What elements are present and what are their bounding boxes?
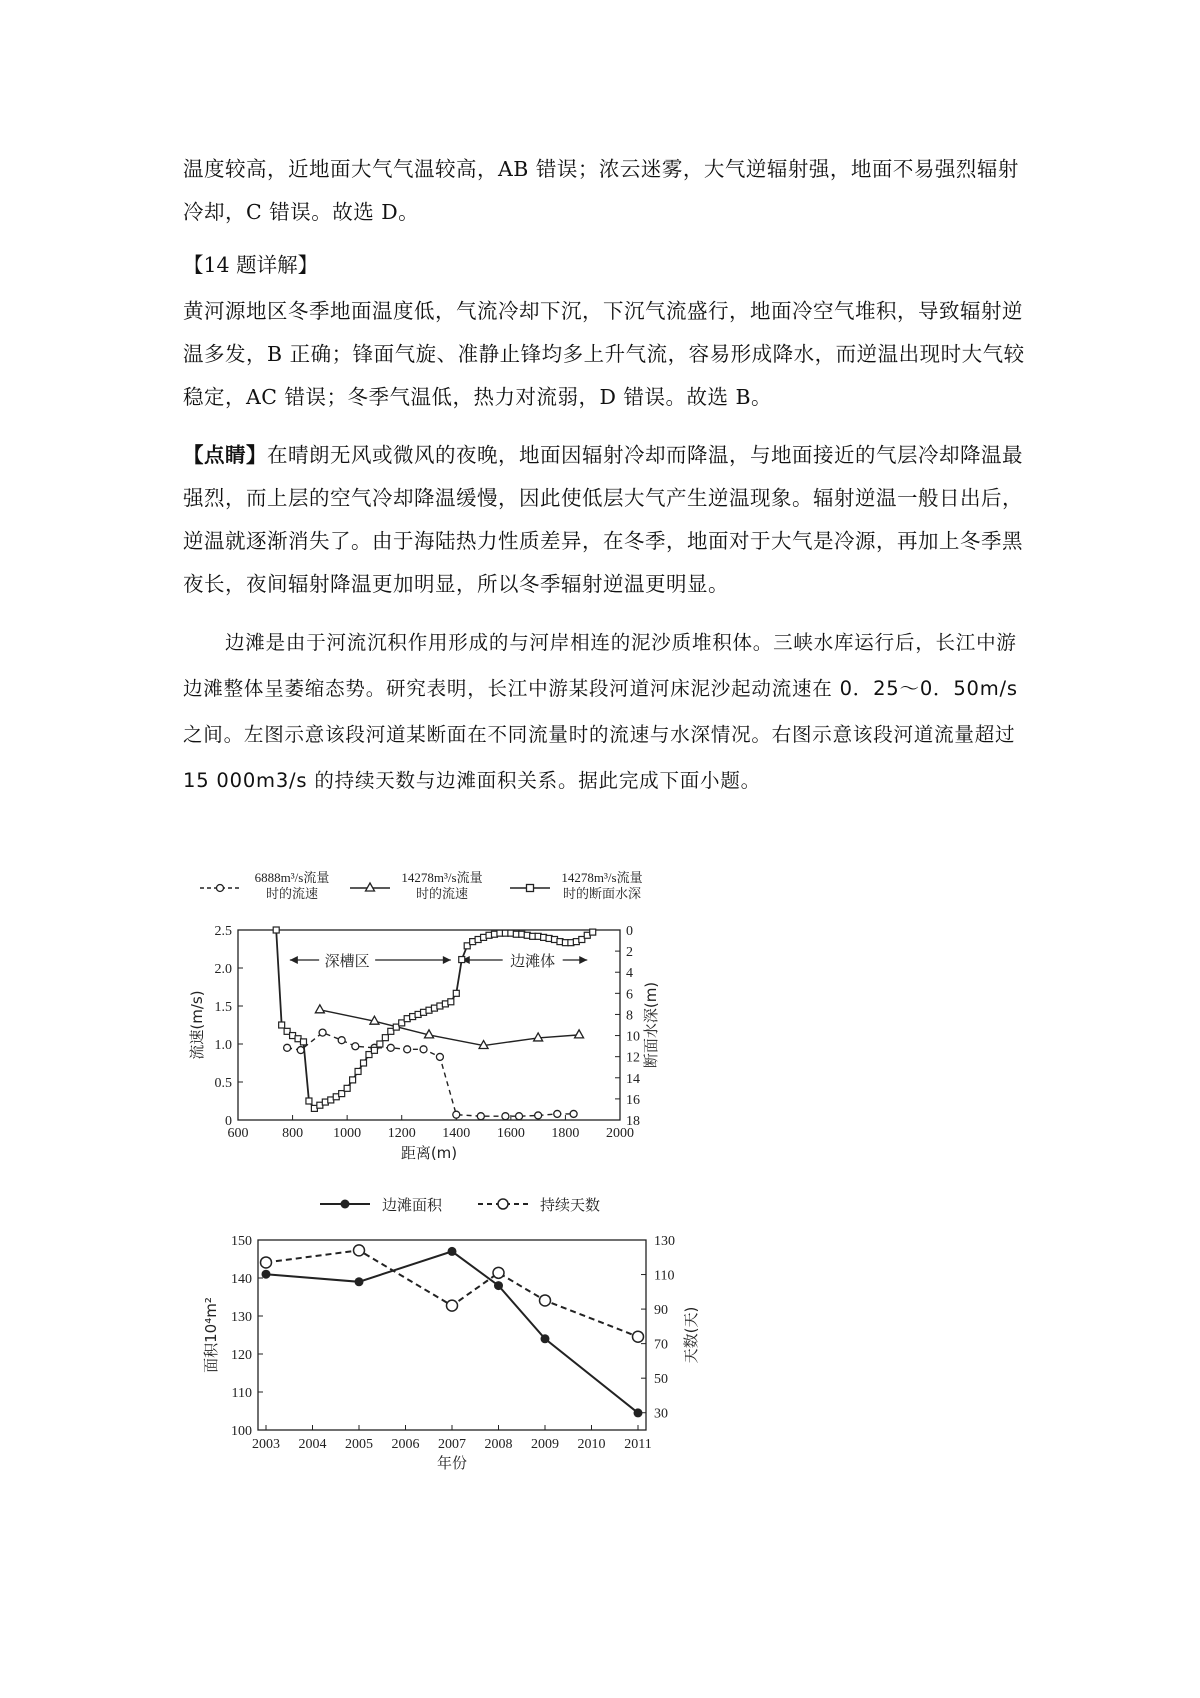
legend-marker-open-circle: [498, 1199, 508, 1209]
legend-marker-circle: [217, 885, 224, 892]
y-tick-label: 130: [231, 1310, 252, 1325]
point-area: [448, 1247, 457, 1256]
x-tick-label: 2006: [391, 1437, 420, 1452]
y-axis-label: 流速(m/s): [188, 990, 206, 1060]
point-days: [354, 1245, 365, 1256]
point-velocity-6888: [352, 1043, 359, 1050]
point-velocity-6888: [420, 1046, 427, 1053]
x-tick-label: 2003: [252, 1437, 280, 1452]
point-area: [262, 1270, 271, 1279]
point-depth-14278: [382, 1035, 388, 1041]
legend-label-0-line1: 6888m³/s流量: [254, 870, 330, 885]
x-tick-label: 2011: [624, 1437, 652, 1452]
y-right-tick-label: 30: [654, 1406, 668, 1422]
point-velocity-14278: [315, 1005, 324, 1013]
point-velocity-6888: [502, 1113, 509, 1120]
point-velocity-6888: [436, 1053, 443, 1060]
point-days: [540, 1295, 551, 1306]
point-depth-14278: [273, 927, 279, 933]
point-velocity-6888: [570, 1110, 577, 1117]
y-right-axis-label: 天数(天): [682, 1306, 700, 1364]
y-tick-label: 110: [231, 1386, 252, 1401]
point-days: [261, 1257, 272, 1268]
point-velocity-14278: [575, 1030, 584, 1038]
point-depth-14278: [590, 929, 596, 935]
point-velocity-6888: [387, 1044, 394, 1051]
bar-body-arrowhead-right: [579, 956, 587, 964]
paragraph-question-stem: 边滩是由于河流沉积作用形成的与河岸相连的泥沙质堆积体。三峡水库运行后，长江中游边滩整体呈萎缩态势。研究表明，长江中游某段河道河床泥沙起动流速在 0．25～0．50m/s 之间。左图示意该段河道某断面在不同流量时的流速与水深情况。右图示意该段河道流量超过 15 000m3/s 的持续天数与边滩面积关系。据此完成下面小题。: [183, 631, 1018, 792]
x-axis-label: 距离(m): [400, 1144, 458, 1162]
area-duration-chart: [180, 1190, 740, 1490]
y-tick-label: 1.5: [214, 1000, 232, 1015]
y-tick-label: 0: [225, 1114, 232, 1129]
legend-label-days: 持续天数: [540, 1196, 601, 1214]
series-line-1: [266, 1250, 638, 1336]
deep-channel-arrowhead-right: [443, 956, 451, 964]
legend-marker-filled-circle: [341, 1200, 350, 1209]
paragraph-tip: [183, 434, 1028, 606]
point-velocity-6888: [516, 1113, 523, 1120]
point-depth-14278: [355, 1068, 361, 1074]
series-line-0: [287, 1033, 573, 1117]
point-velocity-6888: [338, 1037, 345, 1044]
x-tick-label: 800: [282, 1126, 304, 1141]
point-area: [355, 1277, 364, 1286]
legend-label-0-line2: 时的流速: [265, 886, 319, 901]
x-tick-label: 1000: [333, 1126, 362, 1141]
point-depth-14278: [377, 1041, 383, 1047]
annotation-deep-channel: 深槽区: [324, 952, 370, 970]
point-depth-14278: [448, 999, 454, 1005]
point-velocity-6888: [453, 1111, 460, 1118]
y-right-tick-label: 12: [626, 1050, 640, 1066]
point-days: [447, 1300, 458, 1311]
point-depth-14278: [344, 1085, 350, 1091]
y-right-tick-label: 6: [626, 987, 633, 1003]
y-tick-label: 140: [231, 1272, 252, 1287]
paragraph-answer-14: 黄河源地区冬季地面温度低，气流冷却下沉，下沉气流盛行，地面冷空气堆积，导致辐射逆温多发，B 正确；锋面气旋、准静止锋均多上升气流，容易形成降水，而逆温出现时大气较稳定，AC 错误；冬季气温低，热力对流弱，D 错误。故选 B。: [183, 299, 1025, 409]
x-tick-label: 2009: [531, 1437, 559, 1452]
y-right-tick-label: 90: [654, 1303, 668, 1319]
y-right-tick-label: 2: [626, 945, 633, 961]
legend-label-1-line2: 时的流速: [415, 886, 469, 901]
y-right-tick-label: 16: [626, 1092, 640, 1108]
x-tick-label: 2008: [484, 1437, 513, 1452]
point-depth-14278: [453, 990, 459, 996]
point-depth-14278: [279, 1022, 285, 1028]
y-tick-label: 100: [231, 1424, 252, 1439]
tip-body: 在晴朗无风或微风的夜晚，地面因辐射冷却而降温，与地面接近的气层冷却降温最强烈，而上层的空气冷却降温缓慢，因此使低层大气产生逆温现象。辐射逆温一般日出后，逆温就逐渐消失了。由于海陆热力性质差异，在冬季，地面对于大气是冷源，再加上冬季黑夜长，夜间辐射降温更加明显，所以冬季辐射逆温更明显。: [183, 443, 1023, 596]
point-velocity-6888: [554, 1110, 561, 1117]
legend-label-2-line2: 时的断面水深: [562, 886, 642, 901]
y-tick-label: 1.0: [214, 1038, 232, 1053]
y-tick-label: 120: [231, 1348, 252, 1363]
y-right-axis-label: 断面水深(m): [642, 981, 660, 1069]
legend-marker-square: [527, 885, 534, 892]
point-days: [633, 1331, 644, 1342]
point-depth-14278: [371, 1047, 377, 1053]
y-tick-label: 2.5: [214, 924, 232, 939]
y-tick-label: 2.0: [214, 962, 232, 977]
x-tick-label: 2004: [298, 1437, 327, 1452]
velocity-depth-chart: [180, 870, 680, 1170]
y-right-tick-label: 110: [654, 1268, 675, 1284]
y-axis-label: 面积10⁴m²: [202, 1297, 220, 1373]
y-right-tick-label: 130: [654, 1234, 675, 1249]
x-tick-label: 2007: [438, 1437, 466, 1452]
x-tick-label: 1600: [496, 1126, 525, 1141]
legend-label-2-line1: 14278m³/s流量: [561, 870, 643, 885]
point-velocity-6888: [284, 1044, 291, 1051]
section-heading-14: 【14 题详解】: [183, 253, 319, 277]
y-right-tick-label: 18: [626, 1114, 640, 1129]
point-velocity-6888: [535, 1112, 542, 1119]
y-tick-label: 150: [231, 1234, 252, 1249]
point-depth-14278: [350, 1077, 356, 1083]
point-depth-14278: [306, 1098, 312, 1104]
x-tick-label: 2000: [606, 1126, 634, 1141]
x-tick-label: 1200: [387, 1126, 416, 1141]
point-velocity-6888: [319, 1029, 326, 1036]
legend-marker-triangle: [366, 883, 375, 891]
y-right-tick-label: 8: [626, 1008, 633, 1024]
y-right-tick-label: 70: [654, 1337, 668, 1353]
point-depth-14278: [300, 1039, 306, 1045]
point-velocity-6888: [477, 1113, 484, 1120]
y-right-tick-label: 50: [654, 1372, 668, 1388]
point-velocity-6888: [404, 1046, 411, 1053]
deep-channel-arrowhead-left: [290, 956, 298, 964]
point-velocity-14278: [534, 1033, 543, 1041]
x-tick-label: 2005: [345, 1437, 373, 1452]
y-right-tick-label: 4: [626, 966, 633, 982]
annotation-bar-body: 边滩体: [510, 952, 556, 970]
y-right-tick-label: 0: [626, 924, 633, 939]
point-depth-14278: [361, 1060, 367, 1066]
x-tick-label: 600: [227, 1126, 249, 1141]
legend-label-1-line1: 14278m³/s流量: [401, 870, 483, 885]
paragraph-answer-13: 温度较高，近地面大气气温较高，AB 错误；浓云迷雾，大气逆辐射强，地面不易强烈辐射冷却，C 错误。故选 D。: [183, 157, 1019, 224]
x-tick-label: 1400: [442, 1126, 471, 1141]
point-area: [541, 1334, 550, 1343]
x-tick-label: 2010: [577, 1437, 606, 1452]
legend-label-area: 边滩面积: [382, 1196, 443, 1214]
point-area: [494, 1281, 503, 1290]
series-line-0: [266, 1251, 638, 1413]
y-right-tick-label: 10: [626, 1029, 640, 1045]
x-tick-label: 1800: [551, 1126, 580, 1141]
y-right-tick-label: 14: [626, 1071, 640, 1087]
x-axis-label: 年份: [436, 1454, 468, 1472]
point-depth-14278: [459, 957, 465, 963]
tip-tag: 【点睛】: [183, 443, 267, 467]
plot-frame: [258, 1240, 646, 1430]
point-area: [634, 1408, 643, 1417]
y-tick-label: 0.5: [214, 1076, 232, 1091]
point-days: [493, 1267, 504, 1278]
